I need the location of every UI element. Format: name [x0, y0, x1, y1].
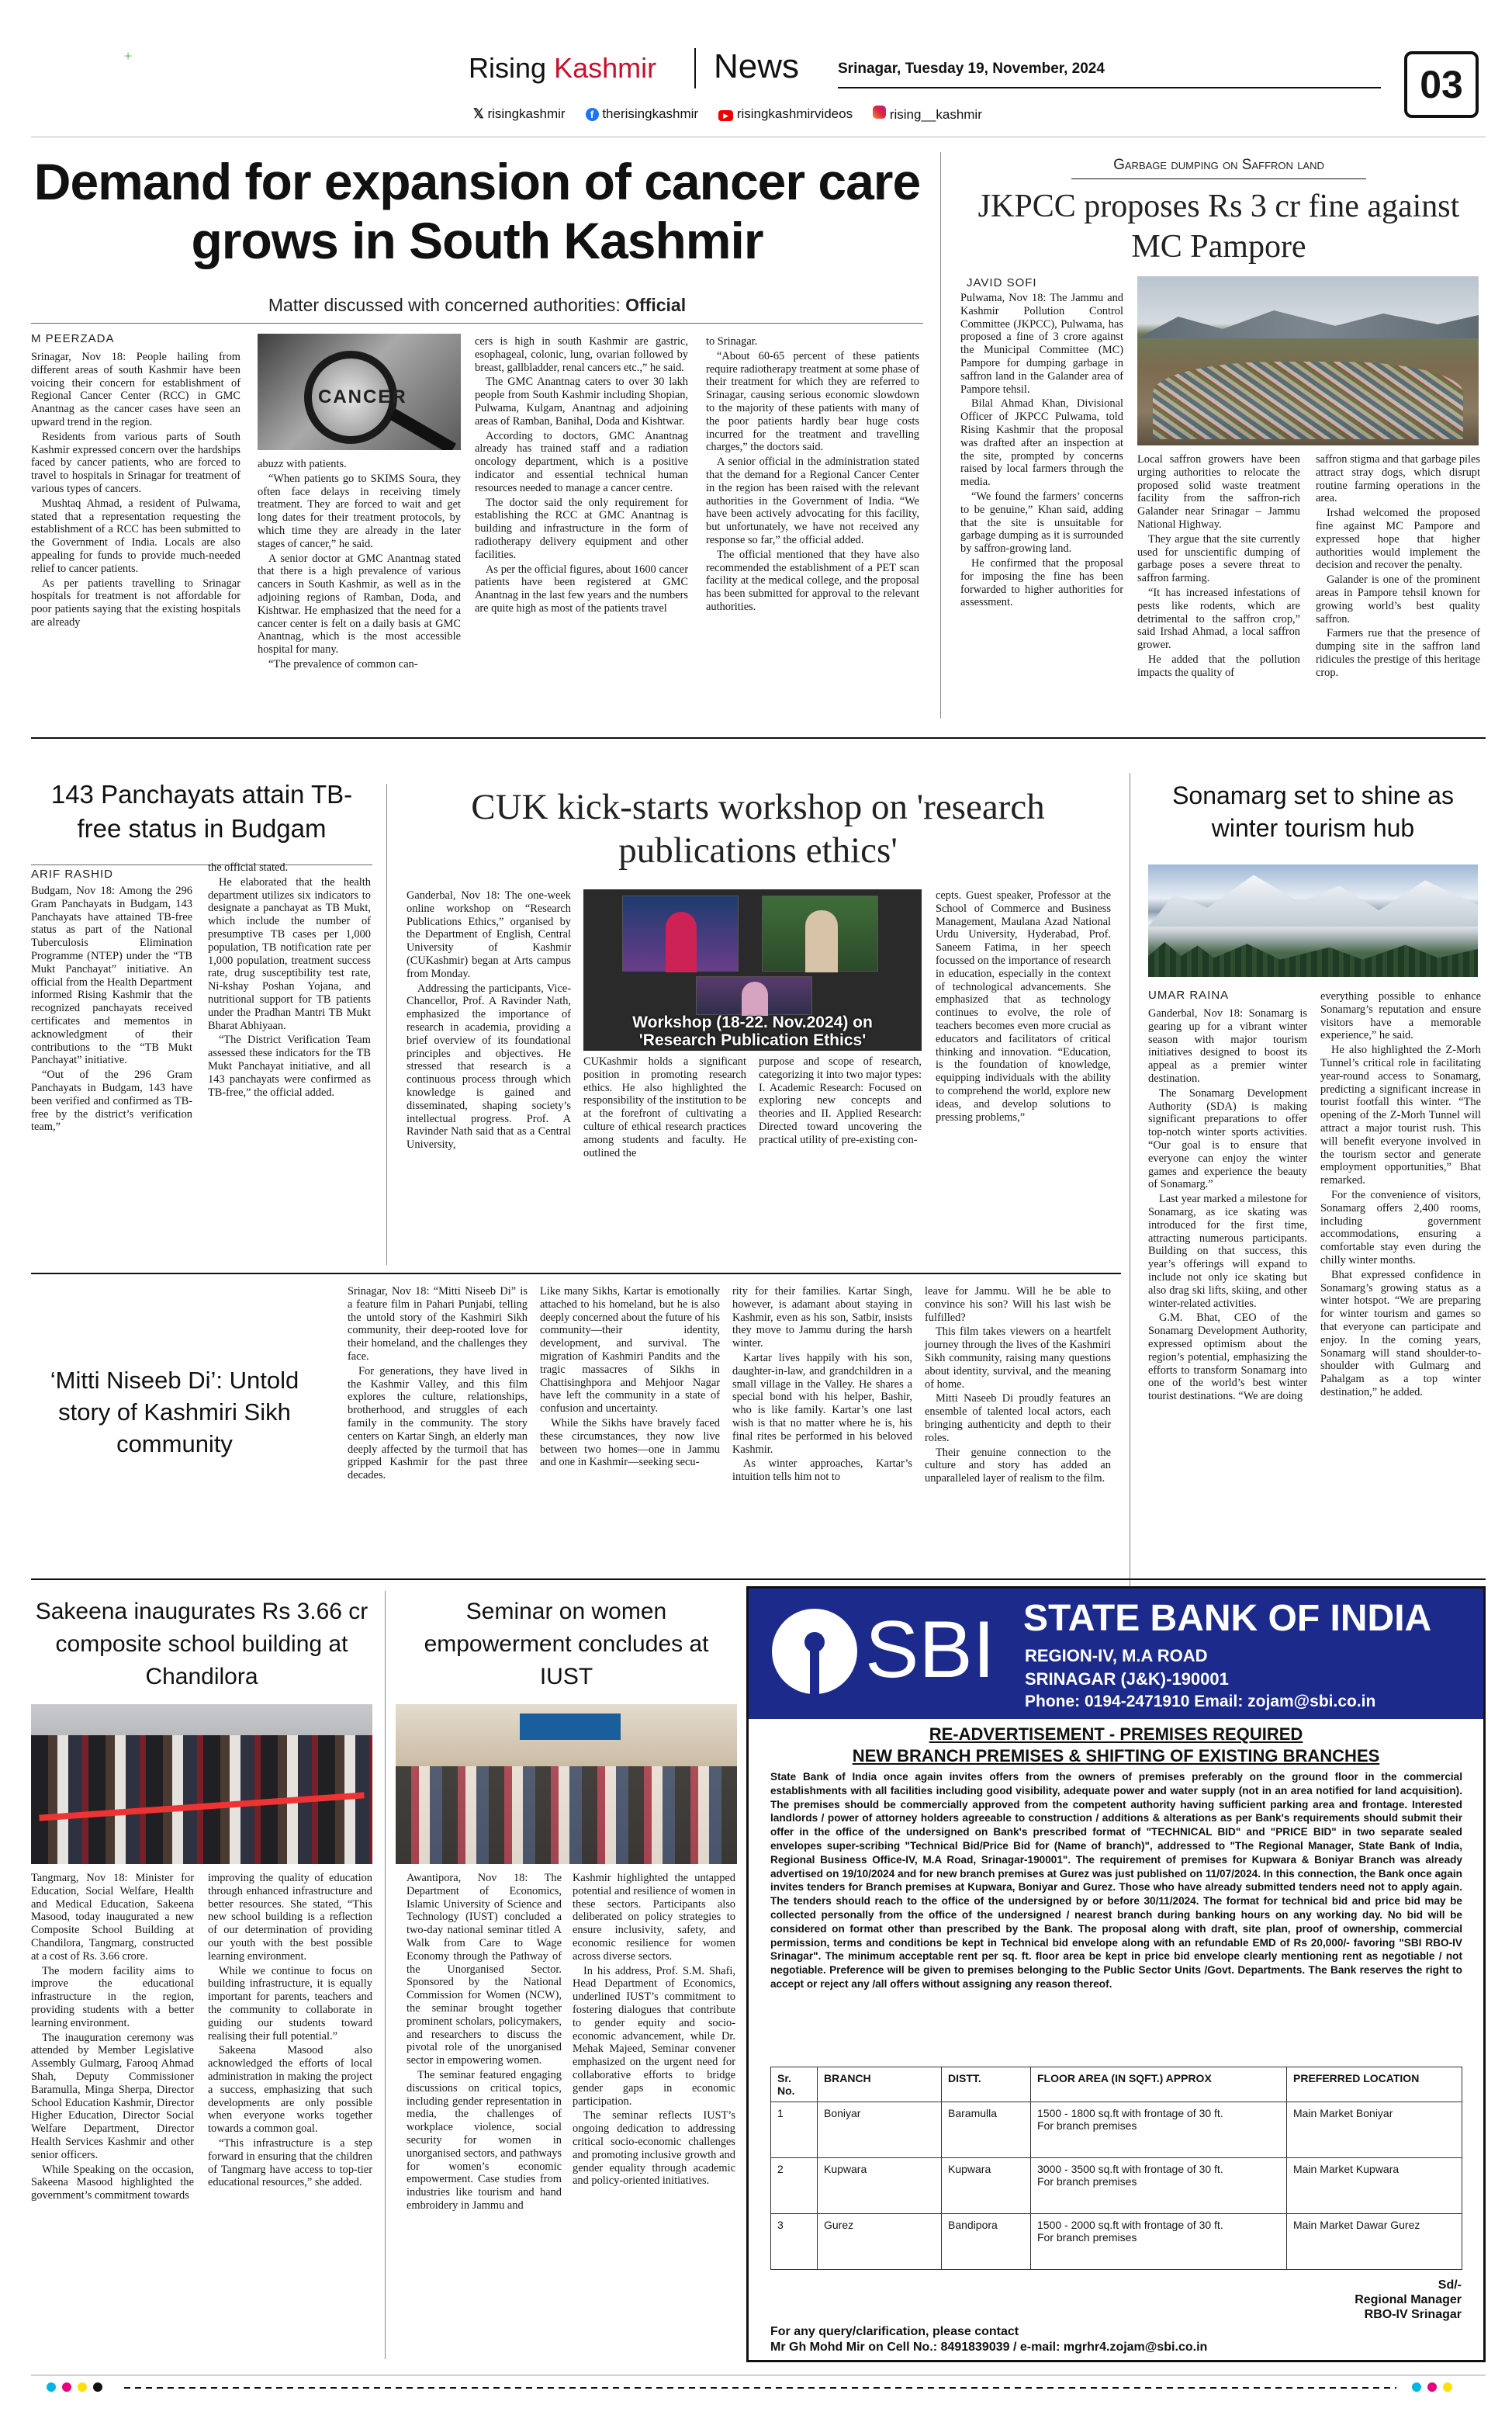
paragraph: “When patients go to SKIMS Soura, they often face delays in receiving timely treatment. They are forced to wait and get long dates for their treatment protocols, by which time they are already in the later stages of cancer,” he said. — [258, 472, 461, 550]
mitti-article — [31, 1280, 1121, 1575]
paragraph: Last year marked a milestone for Sonamarg, as ice skating was introduced for the first time, attracting numerous participants. Building on that success, this year’s offerings will expand to include not only ice skating but also drag ski lifts, skiing, and other winter-related activities. — [1148, 1193, 1307, 1310]
sbi-notice-line-1: RE-ADVERTISEMENT - PREMISES REQUIRED — [929, 1724, 1303, 1744]
social-instagram-handle: rising__kashmir — [889, 107, 982, 122]
cancer-col-4 — [706, 335, 919, 615]
paragraph: cepts. Guest speaker, Professor at the School of Commerce and Business Management, Maulana Azad National Urdu University, Hyderabad, Prof. Saneem Fatima, in her speech focussed on the importance of research in education, especially in the context of technological advancements. She emphasized that as technology continues to evolve, the role of teachers becomes even more crucial as educators and facilitators of critical thinking and innovation. “Education, is the foundation of knowledge, equipping individuals with the ability to comprehend the world, explore new ideas, and develop solutions to pressing problems,” — [936, 889, 1111, 1124]
paragraph: rity for their families. Kartar Singh, however, is adamant about staying in Kashmir, even as his son, Satbir, insists they move to Jammu during the harsh winter. — [732, 1285, 912, 1350]
cell-distt: Bandipora — [942, 2214, 1031, 2270]
cuk-col-3 — [759, 1055, 922, 1149]
column-rule — [940, 152, 941, 719]
magenta-dot — [1427, 2382, 1437, 2392]
column-rule — [386, 784, 387, 1265]
workshop-screenshot — [583, 889, 922, 1051]
iust-col-2 — [573, 1872, 735, 2189]
mitti-col-3 — [732, 1285, 912, 1485]
paragraph: cers is high in south Kashmir are gastric, esophageal, colonic, lung, ovarian followed by breast, gallbladder, renal cancers etc.,” he said. — [475, 335, 688, 374]
instagram-icon — [873, 106, 886, 119]
cancer-deck — [31, 295, 923, 316]
sbi-contact-footer — [770, 2324, 1207, 2355]
masthead-divider — [694, 48, 696, 88]
paragraph: G.M. Bhat, CEO of the Sonamarg Development Authority, expressed optimism about the region’s potential, emphasizing the efforts to transform Sonamarg into one of the world’s best winter tourist destinations. “We are doing — [1148, 1312, 1307, 1403]
paragraph: “This infrastructure is a step forward in ensuring that the children of Tangmarg have access to top-tier educational resources,” she added. — [208, 2136, 372, 2189]
paragraph: The Sonamarg Development Authority (SDA) is making significant preparations to offer top-notch winter sports activities. “Our goal is to ensure that everyone can enjoy the winter games and experience the beauty of Sonamarg.” — [1148, 1086, 1307, 1191]
paragraph: Srinagar, Nov 18: People hailing from different areas of south Kashmir have been voicing their concern for establishment of Regional Cancer Center (RCC) in GMC Anantnag as the cancer cases have seen an upward trend in the region. — [31, 351, 240, 428]
jkpcc-article — [951, 152, 1486, 726]
paragraph: As winter approaches, Kartar’s intuition tells him not to — [732, 1457, 912, 1484]
social-x[interactable] — [473, 106, 566, 122]
sakeena-col-1 — [31, 1872, 194, 2204]
sakeena-col-2 — [208, 1872, 372, 2191]
paragraph: Kartar lives happily with his son, daughter-in-law, and grandchildren in a small village in the Valley. He shares a special bond with his helper, Bashir, who is like family. Kartar’s one last wish is that no matter where he is, his final rites be performed in his beloved Kashmir. — [732, 1351, 912, 1456]
paragraph: Pulwama, Nov 18: The Jammu and Kashmir Pollution Control Committee (JKPCC), Pulwama, has proposed a fine of 3 crore against the Municipal Committee (MC) Pampore for dumping garbage in saffron land in the Galander area of Pampore tehsil. — [960, 292, 1123, 396]
paragraph: The official mentioned that they have also recommended the establishment of a PET scan facility at the medical college, and the proposal has been submitted for approval to the relevant authorities. — [706, 548, 919, 613]
cell-distt: Kupwara — [942, 2158, 1031, 2214]
area-text: 1500 - 2000 sq.ft with frontage of 30 ft. — [1037, 2219, 1223, 2231]
paragraph: Kashmir highlighted the untapped potential and resilience of women in these sectors. Participants also deliberated on policy strategies to ensure inclusivity, safety, and economic resilience for women across diverse sectors. — [573, 1872, 735, 1963]
footer-dash-line — [124, 2387, 1396, 2389]
paragraph: Local saffron growers have been urging authorities to relocate the proposed solid waste treatment facility from the saffron-rich Galander near Srinagar – Jammu National Highway. — [1137, 453, 1300, 531]
paragraph: As per patients travelling to Srinagar hospitals for treatment is not affordable for poor patients saying that the existing hospitals are already — [31, 577, 240, 629]
paragraph: The inauguration ceremony was attended by Member Legislative Assembly Gulmarg, Farooq Ahmad Shah, Deputy Commissioner Baramulla, Minga Sherpa, Director School Education Kashmir, Director Higher Education, Director Social Welfare Department, Director Health Services Kashmir and other senior officers. — [31, 2031, 194, 2161]
paragraph: Sakeena Masood also acknowledged the efforts of local administration in making the project a success, emphasizing that such developments are only possible when everyone works together towards a common goal. — [208, 2044, 372, 2136]
cell-branch: Boniyar — [818, 2102, 942, 2158]
paragraph: to Srinagar. — [706, 335, 758, 348]
section-rule — [31, 1578, 1486, 1580]
cell-area — [1031, 2214, 1287, 2270]
sbi-logo-text: SBI — [865, 1605, 995, 1695]
brand-kashmir: Kashmir — [554, 52, 657, 84]
cancer-col-1 — [31, 351, 240, 631]
paragraph: Galander is one of the prominent areas in Pampore tehsil known for growing world’s best quality saffron. — [1316, 573, 1480, 625]
paragraph: He confirmed that the proposal for imposing the fine has been forwarded to higher authorities for assessment. — [960, 556, 1123, 609]
paragraph: Farmers rue that the presence of dumping site in the saffron land ridicules the prestige of this heritage crop. — [1316, 627, 1480, 679]
brand-rising: Rising — [469, 52, 547, 84]
crosshair-mark: + — [124, 48, 133, 64]
cell-location: Main Market Boniyar — [1287, 2102, 1462, 2158]
tb-byline: ARIF RASHID — [31, 868, 114, 881]
column-rule — [385, 1591, 386, 2359]
paragraph: For generations, they have lived in the Kashmir Valley, and this film explores the culture, relationships, brotherhood, and struggles of each family in the community. The story centers on Kartar Singh, an elderly man deeply affected by the turmoil that has gripped Kashmir for the past three decades. — [348, 1364, 528, 1482]
speaker-tile-2 — [762, 896, 878, 972]
jkpcc-kicker: Garbage dumping on Saffron land — [1113, 157, 1324, 173]
paragraph: The seminar featured engaging discussions on critical topics, including gender representation in media, the challenges of workplace violence, social security for women in unorganised sectors, and pathways for women’s economic empowerment. Case studies from industries like tourism and hand embroidery in Jammu and — [407, 2068, 562, 2212]
cuk-col-2 — [583, 1055, 746, 1161]
pine-forest — [1148, 942, 1478, 977]
social-facebook[interactable] — [586, 106, 699, 122]
sbi-footer-line-1: For any query/clarification, please contact — [770, 2325, 1019, 2338]
cell-branch: Kupwara — [818, 2158, 942, 2214]
social-youtube[interactable] — [718, 106, 853, 122]
area-note: For branch premises — [1037, 2175, 1137, 2188]
sbi-header — [749, 1589, 1483, 1719]
area-note: For branch premises — [1037, 2231, 1137, 2244]
page-number: 03 — [1404, 51, 1479, 118]
paragraph: improving the quality of education through enhanced infrastructure and better resources. She stated, “This new school building is a reflection of our determination of providing our youth with the best possible learning environment. — [208, 1872, 372, 1963]
cyan-dot — [47, 2382, 56, 2392]
facebook-icon: f — [586, 108, 599, 121]
magenta-dot — [62, 2382, 71, 2392]
section-rule — [31, 737, 1486, 739]
speaker-figure — [666, 912, 697, 972]
col-header-area: FLOOR AREA (IN SQFT.) APPROX — [1031, 2067, 1287, 2102]
youtube-icon: ▶ — [718, 110, 733, 121]
x-icon: 𝕏 — [473, 106, 484, 121]
paragraph: The GMC Anantnag caters to over 30 lakh people from South Kashmir including Shopian, Pulwama, Kulgam, Anantnag and adjoining areas of Ramban, Banihal, Doda and Kishtwar. — [475, 376, 688, 428]
sbi-contact: Phone: 0194-2471910 Email: zojam@sbi.co.in — [1025, 1693, 1376, 1710]
sonamarg-headline: Sonamarg set to shine as winter tourism hub — [1172, 781, 1454, 842]
cancer-byline: M PEERZADA — [31, 332, 115, 345]
paragraph: Tangmarg, Nov 18: Minister for Education, Social Welfare, Health and Medical Education, Sakeena Masood, today inaugurated a new Composite School Building at Chandilora, Tangmarg, constructed at a cost of Rs. 3.66 crore. — [31, 1872, 194, 1963]
area-text: 1500 - 1800 sq.ft with frontage of 30 ft. — [1037, 2107, 1223, 2119]
mitti-col-1 — [348, 1285, 528, 1484]
sbi-bank-name: STATE BANK OF INDIA — [1023, 1598, 1432, 1639]
cancer-headline: Demand for expansion of cancer care grows in South Kashmir — [33, 153, 921, 269]
cancer-deck-text: Matter discussed with concerned authorities: — [268, 295, 621, 315]
cell-sr: 2 — [771, 2158, 818, 2214]
social-x-handle: risingkashmir — [487, 106, 566, 121]
social-instagram[interactable] — [873, 106, 982, 123]
masthead-rule — [838, 87, 1381, 88]
snow-peaks — [1148, 872, 1478, 927]
cell-area — [1031, 2158, 1287, 2214]
paragraph: He elaborated that the health department utilizes six indicators to designate a panchayat as TB Mukt, which include the number of presumptive TB cases per 1,000 population, TB notification rate per 1,000 population, treatment success rate, drug susceptibility test rate, Ni-kshay Poshan Yojana, and nutritional support for TB patients under the Pradhan Mantri TB Mukt Bharat Abhiyaan. — [208, 875, 371, 1032]
paragraph: saffron stigma and that garbage piles attract stray dogs, which disrupt routine farming operations in the area. — [1316, 453, 1480, 505]
area-note: For branch premises — [1037, 2119, 1137, 2132]
premises-table — [770, 2067, 1462, 2270]
tb-article — [31, 745, 372, 1273]
social-youtube-handle: risingkashmirvideos — [736, 106, 853, 121]
paragraph: While the Sikhs have bravely faced these circumstances, they now live between two homes—one in Jammu and one in Kashmir—seeking secu- — [540, 1416, 720, 1469]
paragraph: Budgam, Nov 18: Among the 296 Gram Panchayats in Budgam, 143 Panchayats have attained TB-free status as part of the National Tuberculosis Elimination Programme (NTEP) under the “TB Mukt Panchayat” initiative. An official from the Health Department informed Rising Kashmir that the recognized panchayats received certificates and mementos in acknowledgment of their contributions to the “TB Mukt Panchayat” initiative. — [31, 885, 192, 1067]
iust-col-1 — [407, 1872, 562, 2214]
page-footer-strip — [31, 2372, 1486, 2403]
area-text: 3000 - 3500 sq.ft with frontage of 30 ft. — [1037, 2163, 1223, 2175]
speaker-tile-3 — [696, 976, 812, 1015]
paragraph: He added that the pollution impacts the quality of — [1137, 653, 1300, 679]
workshop-caption-line-1: Workshop (18-22. Nov.2024) on — [632, 1014, 873, 1031]
sonamarg-byline: UMAR RAINA — [1148, 989, 1230, 1002]
mountain-silhouette — [1137, 307, 1479, 338]
dateline: Srinagar, Tuesday 19, November, 2024 — [838, 61, 1105, 77]
cell-sr: 1 — [771, 2102, 818, 2158]
jkpcc-kicker-rule — [1071, 178, 1366, 179]
masthead-logo — [469, 53, 656, 84]
garbage-dump-photo — [1137, 276, 1479, 445]
sbi-notice-title — [749, 1724, 1483, 1767]
table-header-row — [771, 2067, 1462, 2102]
cancer-article — [31, 147, 923, 729]
magnifier-handle — [389, 409, 456, 450]
paragraph: While Speaking on the occasion, Sakeena Masood highlighted the government’s commitment towards — [31, 2163, 194, 2202]
yellow-dot — [78, 2382, 87, 2392]
col-header-branch: BRANCH — [818, 2067, 942, 2102]
cancer-deck-bold: Official — [625, 295, 687, 315]
sbi-logo-keyhole-stem — [810, 1648, 819, 1694]
paragraph: Awantipora, Nov 18: The Department of Economics, Islamic University of Science and Technology (IUST) concluded a two-day national seminar titled A Walk from Care to Wage Economy through the Pathway of the Unorganised Sector. Sponsored by the National Commission for Women (NCW), the seminar brought together prominent scholars, policymakers, and researchers to discuss the pivotal role of the unorganised sector in empowering women. — [407, 1872, 562, 2067]
section-title: News — [714, 47, 800, 85]
cuk-col-4 — [936, 889, 1111, 1125]
paragraph: The seminar reflects IUST’s ongoing dedication to addressing critical socio-economic challenges and promoting inclusive growth and gender equality through academic and policy-oriented initiatives. — [573, 2109, 735, 2188]
workshop-caption — [583, 1014, 922, 1049]
sonamarg-photo — [1148, 865, 1478, 977]
paragraph: “About 60-65 percent of these patients require radiotherapy treatment at some phase of their treatment for which they are referred to Srinagar, causing serious economic slowdown to the majority of these patients with many of the poor patients hardly bear huge costs incurred for the treatment and travelling charges,” the doctors said. — [706, 349, 919, 454]
cancer-deck-rule — [31, 323, 923, 324]
social-facebook-handle: therisingkashmir — [602, 106, 699, 121]
paragraph: A senior doctor at GMC Anantnag stated that there is a high prevalence of various cancers in South Kashmir, as well as in the adjoining regions of Ramban, Doda, and Kishtwar. He emphasized that the need for a cancer center is felt on a daily basis at GMC Anantnag, which is the most accessible hospital for many. — [258, 552, 461, 657]
jkpcc-headline: JKPCC proposes Rs 3 cr fine against MC Pampore — [977, 189, 1460, 265]
cell-branch: Gurez — [818, 2214, 942, 2270]
paragraph: “It has increased infestations of pests like rodents, which are detrimental to the saffron crop,” said Irshad Ahmad, a local saffron grower. — [1137, 586, 1300, 652]
paragraph: For the convenience of visitors, Sonamarg offers 2,400 rooms, including government accommodations, ensuring a comfortable stay even during the chilly winter months. — [1320, 1188, 1481, 1266]
registration-marks-right — [1412, 2382, 1458, 2392]
sbi-advertisement — [746, 1586, 1486, 2362]
tb-col-2 — [208, 861, 371, 1100]
mitti-col-2 — [540, 1285, 720, 1471]
sbi-sd: Sd/- — [1438, 2278, 1462, 2292]
mitti-col-4 — [925, 1285, 1111, 1487]
paragraph: Ganderbal, Nov 18: Sonamarg is gearing up for a vibrant winter season with major tourism initiatives designed to boost its appeal as a premier winter destination. — [1148, 1007, 1307, 1085]
cyan-dot — [1412, 2382, 1421, 2392]
col-header-location: PREFERRED LOCATION — [1287, 2067, 1462, 2102]
jkpcc-col-2 — [1137, 453, 1300, 681]
sbi-signatory-office: RBO-IV Srinagar — [1364, 2308, 1462, 2321]
paragraph: “The District Verification Team assessed these indicators for the TB Mukt Panchayat initiative, and all 143 panchayats were confirmed as TB-free,” the official added. — [208, 1034, 371, 1099]
black-dot — [93, 2382, 102, 2392]
cell-sr: 3 — [771, 2214, 818, 2270]
paragraph: According to doctors, GMC Anantnag already has trained staff and a radiation oncology department, which is a positive indicator and essential technical human resources needed to manage a cancer centre. — [475, 429, 688, 494]
sbi-region: REGION-IV, M.A ROAD — [1025, 1646, 1208, 1665]
sbi-footer-line-2: Mr Gh Mohd Mir on Cell No.: 8491839039 / e-mail: mgrhr4.zojam@sbi.co.in — [770, 2341, 1208, 2354]
paragraph: He also highlighted the Z-Morh Tunnel’s critical role in facilitating year-round access to Sonamarg, predicting a significant increase in tourist footfall this winter. “The opening of the Z-Morh Tunnel will attract a major tourist rush. This will benefit everyone involved in the tourism sector and generate employment opportunities,” Bhat remarked. — [1320, 1044, 1481, 1187]
sakeena-headline: Sakeena inaugurates Rs 3.66 cr composite school building at Chandilora — [35, 1599, 368, 1689]
social-bar — [473, 106, 982, 123]
jkpcc-col-3 — [1316, 453, 1480, 681]
cell-distt: Baramulla — [942, 2102, 1031, 2158]
paragraph: abuzz with patients. — [258, 458, 347, 470]
paragraph: Bilal Ahmad Khan, Divisional Officer of JKPCC Pulwama, told Rising Kashmir that the proposal was drafted after an inspection at the site, prompted by concerns raised by local farmers through the media. — [960, 397, 1123, 489]
paragraph: Their genuine connection to the culture and story has added an unparalleled layer of realism to the film. — [925, 1446, 1111, 1485]
sbi-signatory-title: Regional Manager — [1355, 2293, 1462, 2306]
paragraph: “Out of the 296 Gram Panchayats in Budgam, 143 have been verified and confirmed as TB-free by the district’s verification team,” — [31, 1069, 192, 1134]
jkpcc-col-1 — [960, 292, 1123, 611]
paragraph: The doctor said the only requirement for establishing the RCC at GMC Anantnag is building and infrastructure in the form of radiotherapy delivery equipment and other facilities. — [475, 496, 688, 561]
paragraph: purpose and scope of research, categorizing it into two major types: I. Academic Research: Focused on exploring new concepts and theories and II. Applied Research: Directed toward uncovering the practical utility of pre-existing con- — [759, 1055, 922, 1146]
paragraph: As per the official figures, about 1600 cancer patients have been registered at GMC Anantnag in the last few years and the numbers are quite high as most of the patients travel — [475, 563, 688, 615]
table-row — [771, 2102, 1462, 2158]
iust-article — [396, 1586, 737, 2362]
mitti-headline: ‘Mitti Niseeb Di’: Untold story of Kashmiri Sikh community — [50, 1367, 299, 1457]
seminar-banner — [520, 1713, 621, 1740]
table-row — [771, 2214, 1462, 2270]
iust-headline: Seminar on women empowerment concludes at IUST — [424, 1599, 709, 1689]
paragraph: They argue that the site currently used for unscientific dumping of garbage poses a severe threat to saffron farming. — [1137, 532, 1300, 585]
paragraph: This film takes viewers on a heartfelt journey through the lives of the Kashmiri Sikh community, raising many questions about identity, survival, and the meaning of home. — [925, 1325, 1111, 1391]
cancer-photo-label: CANCER — [318, 386, 407, 407]
jkpcc-byline: JAVID SOFI — [967, 276, 1037, 289]
paragraph: everything possible to enhance Sonamarg’s reputation and ensure visitors have a memorable experience,” he said. — [1320, 990, 1481, 1042]
sbi-logo-icon — [772, 1609, 857, 1694]
section-rule — [31, 1273, 1121, 1274]
paragraph: The modern facility aims to improve the educational infrastructure in the region, providing students with a better learning environment. — [31, 1964, 194, 2029]
sonamarg-col-2 — [1320, 990, 1481, 1401]
paragraph: Mitti Naseeb Di proudly features an ensemble of talented local actors, each bringing authenticity and depth to their roles. — [925, 1392, 1111, 1444]
paragraph: Mushtaq Ahmad, a resident of Pulwama, stated that a representation requesting the establishment of a RCC has been submitted to the Government of India. Locals are also appealing for funds to provide much-needed relief to cancer patients. — [31, 497, 240, 575]
paragraph: Srinagar, Nov 18: “Mitti Niseeb Di” is a feature film in Pahari Punjabi, telling the untold story of the Kashmiri Sikh community, their deep-rooted love for their homeland, and the challenges they face. — [348, 1285, 528, 1363]
sbi-signatory — [1355, 2278, 1462, 2322]
paragraph: Ganderbal, Nov 18: The one-week online workshop on “Research Publications Ethics,” organised by the Department of English, Central University of Kashmir (CUKashmir) began at Arts campus from Monday. — [407, 889, 571, 980]
cell-location: Main Market Kupwara — [1287, 2158, 1462, 2214]
yellow-dot — [1443, 2382, 1452, 2392]
cancer-col-3 — [475, 335, 688, 617]
sonamarg-article — [1140, 773, 1486, 1727]
masthead — [0, 0, 1512, 140]
paragraph: CUKashmir holds a significant position in promoting research ethics. He also highlighted the responsibility of the institution to be at the forefront of cultivating a culture of ethical research practices among students and faculty. He outlined the — [583, 1055, 746, 1159]
tb-col-1 — [31, 885, 192, 1135]
paragraph: Like many Sikhs, Kartar is emotionally attached to his homeland, but he is also deeply concerned about the future of his community—their identity, development, and survival. The migration of Kashmiri Pandits and the tragic massacres of Sikhs in Chattisinghpora and Mehjoor Nagar have left the community in a state of confusion and uncertainty. — [540, 1285, 720, 1415]
col-header-distt: DISTT. — [942, 2067, 1031, 2102]
speaker-tile-1 — [622, 896, 739, 972]
paragraph: Bhat expressed confidence in Sonamarg’s growing status as a winter hotspot. “We are preparing for winter tourism and games so that everyone can participate and enjoy. In the coming years, Sonamarg will stand shoulder-to-shoulder with Gulmarg and Pahalgam as a top winter destination,” he added. — [1320, 1268, 1481, 1398]
cell-area — [1031, 2102, 1287, 2158]
cell-location: Main Market Dawar Gurez — [1287, 2214, 1462, 2270]
sonamarg-col-1 — [1148, 1007, 1307, 1405]
cancer-col-2 — [258, 458, 461, 673]
paragraph: Residents from various parts of South Kashmir expressed concern over the hardships faced by cancer patients, who are forced to travel to hospitals in Srinagar for treatment of various types of cancers. — [31, 430, 240, 495]
paragraph: In his address, Prof. S.M. Shafi, Head Department of Economics, underlined IUST’s commitment to fostering dialogues that contribute to gender equity and socio-economic advancement, while Dr. Mehak Majeed, Seminar convener emphasized on the urgent need for collaborative efforts to bridge gender gaps in economic participation. — [573, 1964, 735, 2108]
sbi-city: SRINAGAR (J&K)-190001 — [1025, 1669, 1229, 1689]
paragraph: Addressing the participants, Vice-Chancellor, Prof. A Ravinder Nath, emphasized the importance of research in academia, providing a brief overview of its foundational principles and objectives. He stressed that research is a continuous process through which knowledge is gained and disseminated, shaping society’s intellectual progress. Prof. A Ravinder Nath said that as a Central University, — [407, 982, 571, 1152]
sakeena-article — [31, 1586, 372, 2362]
inauguration-photo — [31, 1704, 372, 1864]
sbi-notice-body: State Bank of India once again invites offers from the owners of premises preferably on the ground floor in the commercial establishments with all facilities including good visibility, adequate power and water supply (not in an area notified for land acquisition). The premises should be commercially approved from the competent authority having sufficient parking area and frontage. Interested landlords / power of attorney holders agreeable to construction / additions & alterations as per Bank's requirements should submit their offer in the office of the undersigned on Bank's prescribed format of "TECHNICAL BID" and "PRICE BID" in two separate sealed envelopes super-scribing "Technical Bid/Price Bid for (Name of branch)", addressed to "The Regional Manager, State Bank of India, Regional Business Office-IV, M.A Road, Srinagar-190001". The requirement of premises for Kupwara & Boniyar Branch was already advertised on 19/10/2024 and for new branch premises at Gurez was just published on 11/07/2024. In this connection, the Bank once again invites tenders for Branch premises at Kupwara, Boniyar and Gurez. Those who have already submitted tenders need not to apply again. The tenders should reach to the office of the undersigned by or before 30/11/2024. The format for technical bid and price bid may be collected personally from the office of the undersigned / nearest branch during banking hours on any working day. No bid will be considered on format other than prescribed by the Bank. The proposal along with draft, site plan, proof of ownership, commercial permission, terms and conditions be kept in Technical bid envelope along with an refundable EMD of Rs 20,000/- favoring "SBI RBO-IV Srinagar". The minimum acceptable rent per sq. ft. floor area be kept in price bid envelope clearly mentioning rent as negotiable / not negotiable. Preference will be given to premises belonging to the Public Sector Units /Govt. Departments. The Bank reserves the right to accept or reject any /all offers without assigning any reason thereof. — [770, 1771, 1462, 1990]
speaker-figure — [805, 910, 838, 972]
paragraph: the official stated. — [208, 861, 289, 874]
speaker-figure — [742, 982, 768, 1016]
workshop-caption-line-2: 'Research Publication Ethics' — [638, 1031, 867, 1049]
registration-marks — [47, 2382, 109, 2392]
garbage-pile — [1153, 362, 1463, 439]
sbi-notice-line-2: NEW BRANCH PREMISES & SHIFTING OF EXISTING BRANCHES — [852, 1746, 1380, 1765]
sbi-premises-table — [770, 2067, 1462, 2270]
paragraph: “We found the farmers’ concerns to be genuine,” Khan said, adding that the site is unsuitable for garbage dumping as it is surrounded by saffron-growing land. — [960, 490, 1123, 556]
cuk-col-1 — [407, 889, 571, 1153]
seminar-photo — [396, 1704, 737, 1864]
table-row — [771, 2158, 1462, 2214]
paragraph: A senior official in the administration stated that the demand for a Regional Cancer Center in the region has been raised with the relevant authorities in the Government of India. “We have been actively advocating for this facility, but unfortunately, we have not received any response so far,” the official added. — [706, 456, 919, 546]
paragraph: “The prevalence of common can- — [268, 657, 418, 670]
paragraph: While we continue to focus on building infrastructure, it is equally important for parents, teachers and the community to collaborate in guiding our students toward realising their full potential.” — [208, 1964, 372, 2043]
tb-headline: 143 Panchayats attain TB-free status in Budgam — [50, 780, 353, 843]
audience — [396, 1766, 737, 1864]
paragraph: Irshad welcomed the proposed fine against MC Pampore and expressed hope that higher authorities would implement the decision and recover the penalty. — [1316, 507, 1480, 572]
cancer-photo — [258, 334, 461, 450]
paragraph: leave for Jammu. Will he be able to convince his son? Will his last wish be fulfilled? — [925, 1285, 1111, 1324]
col-header-sr: Sr. No. — [771, 2067, 818, 2102]
cuk-headline: CUK kick-starts workshop on 'research publications ethics' — [471, 787, 1045, 871]
cuk-article — [397, 745, 1119, 1273]
